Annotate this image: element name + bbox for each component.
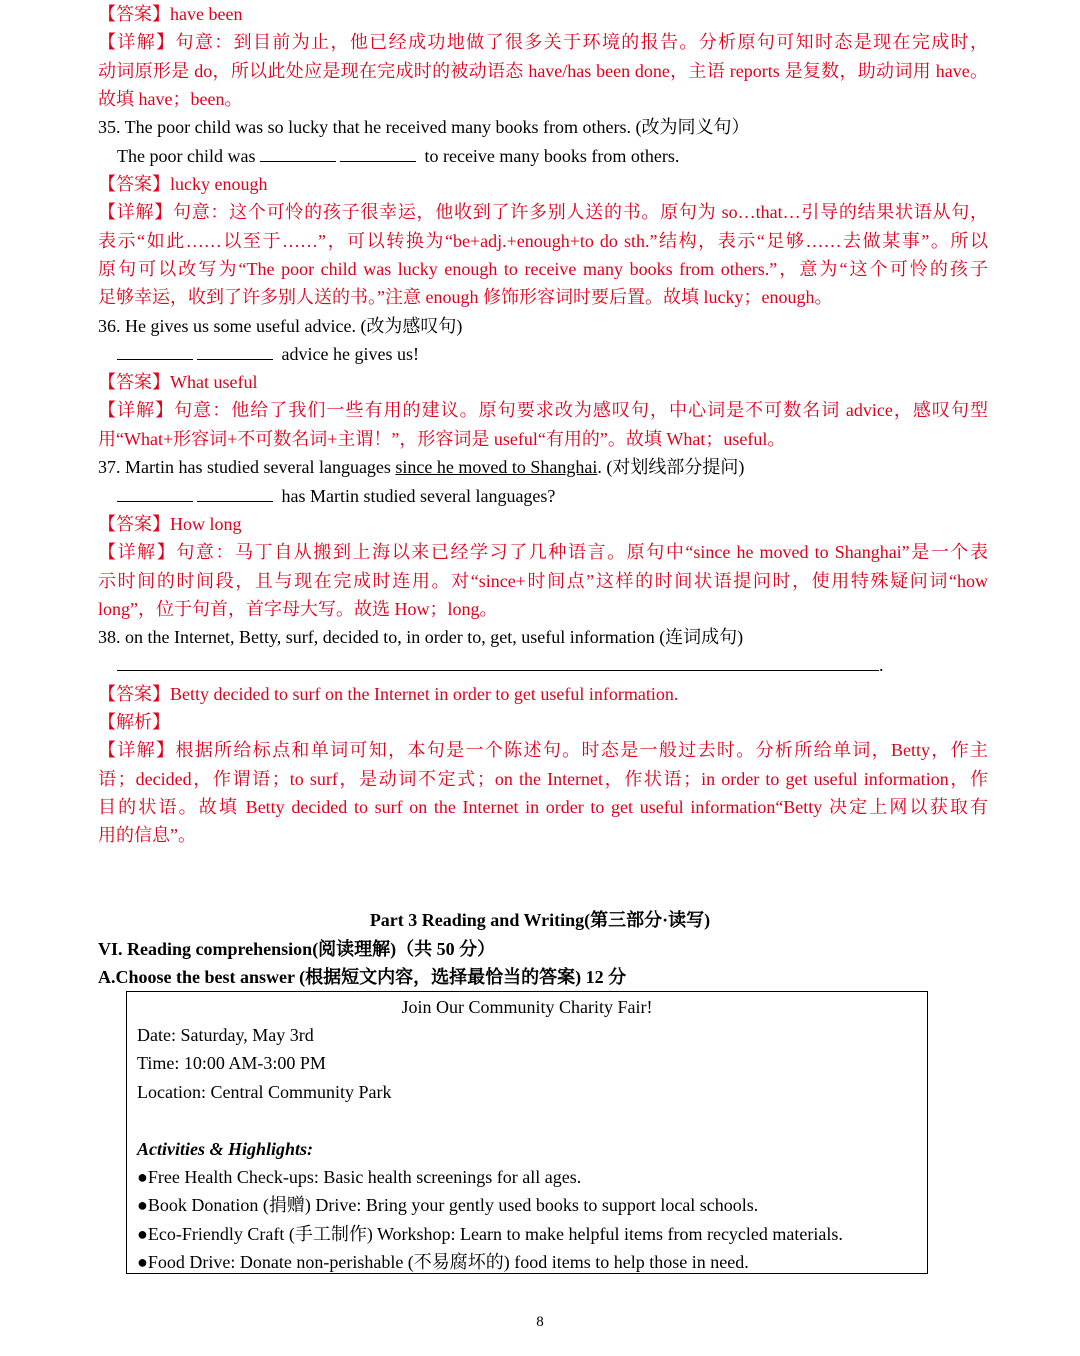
answer-blank[interactable]: [197, 483, 273, 502]
q37-question-end: . (对划线部分提问): [597, 457, 745, 477]
q34-detail-line: 【详解】句意：到目前为止，他已经成功地做了很多关于环境的报告。分析原句可知时态是现在完成时，: [98, 32, 988, 52]
notice-date: Date: Saturday, May 3rd: [137, 1025, 314, 1045]
q36-detail-line: 【详解】句意：他给了我们一些有用的建议。原句要求改为感叹句，中心词是不可数名词 advice，感叹句型: [98, 400, 988, 420]
q35-prompt-start: The poor child was: [117, 146, 256, 166]
q37-prompt-end: has Martin studied several languages?: [281, 486, 556, 506]
q36-answer: 【答案】What useful: [98, 372, 258, 392]
q38-detail-line: 语；decided，作谓语；to surf，是动词不定式；on the Internet，作状语；in order to get useful information，作: [98, 769, 988, 789]
section-a-heading: A.Choose the best answer (根据短文内容，选择最恰当的答案) 12 分: [98, 967, 627, 987]
q34-answer: 【答案】have been: [98, 4, 243, 24]
activity-item: ●Book Donation (捐赠) Drive: Bring your gently used books to support local schools.: [137, 1195, 759, 1215]
q38-answer-line: [117, 651, 1007, 679]
q35-detail-line: 表示“如此……以至于……”，可以转换为“be+adj.+enough+to do sth.”结构，表示“足够……去做某事”。所以: [98, 231, 988, 251]
q37-underlined-part: since he moved to Shanghai: [395, 457, 598, 477]
q38-detail-line: 目的状语。故填 Betty decided to surf on the Internet in order to get useful information“Betty 决定上网以获取有: [98, 797, 988, 817]
q35-detail-line: 【详解】句意：这个可怜的孩子很幸运，他收到了许多别人送的书。原句为 so…that…引导的结果状语从句，: [98, 202, 988, 222]
q37-question-start: 37. Martin has studied several languages: [98, 457, 396, 477]
q37-question: [98, 453, 988, 481]
activity-item: ●Food Drive: Donate non-perishable (不易腐坏的) food items to help those in need.: [137, 1252, 749, 1272]
q38-detail-line: 用的信息”。: [98, 825, 196, 845]
q35-question: 35. The poor child was so lucky that he received many books from others. (改为同义句）: [98, 117, 750, 137]
notice-time: Time: 10:00 AM-3:00 PM: [137, 1053, 326, 1073]
q38-detail-line: 【详解】根据所给标点和单词可知，本句是一个陈述句。时态是一般过去时。分析所给单词，Betty，作主: [98, 740, 988, 760]
answer-blank[interactable]: [197, 341, 273, 360]
q37-prompt: [117, 482, 1007, 510]
answer-blank[interactable]: [340, 143, 416, 162]
answer-blank[interactable]: [260, 143, 336, 162]
q38-blank-end: .: [879, 655, 884, 675]
q35-prompt-end: to receive many books from others.: [424, 146, 680, 166]
q38-answer: 【答案】Betty decided to surf on the Internet in order to get useful information.: [98, 684, 679, 704]
q37-answer: 【答案】How long: [98, 514, 242, 534]
answer-blank[interactable]: [117, 341, 193, 360]
activities-heading: Activities & Highlights:: [137, 1139, 314, 1159]
part3-title: Part 3 Reading and Writing(第三部分·读写): [369, 910, 711, 930]
q35-detail-line: 原句可以改写为“The poor child was lucky enough to receive many books from others.”，意为“这个可怜的孩子: [98, 259, 988, 279]
q38-question: 38. on the Internet, Betty, surf, decided to, in order to, get, useful information (连词成句): [98, 627, 744, 647]
q37-detail-line: 示时间的时间段，且与现在完成时连用。对“since+时间点”这样的时间状语提问时，使用特殊疑问词“how: [98, 571, 988, 591]
answer-blank[interactable]: [117, 652, 879, 671]
q37-detail-line: 【详解】句意：马丁自从搬到上海以来已经学习了几种语言。原句中“since he moved to Shanghai”是一个表: [98, 542, 988, 562]
q34-detail-line: 故填 have；been。: [98, 89, 243, 109]
q38-analysis-label: 【解析】: [98, 712, 170, 732]
answer-blank[interactable]: [117, 483, 193, 502]
q36-prompt-end: advice he gives us!: [281, 344, 419, 364]
q35-detail-line: 足够幸运，收到了许多别人送的书。”注意 enough 修饰形容词时要后置。故填 lucky；enough。: [98, 287, 833, 307]
q34-detail-line: 动词原形是 do，所以此处应是现在完成时的被动语态 have/has been done，主语 reports 是复数，助动词用 have。: [98, 61, 988, 81]
q36-question: 36. He gives us some useful advice. (改为感叹句): [98, 316, 463, 336]
notice-location: Location: Central Community Park: [137, 1082, 392, 1102]
page-number: 8: [536, 1314, 544, 1330]
q35-prompt: [117, 142, 1007, 170]
q35-answer: 【答案】lucky enough: [98, 174, 268, 194]
activity-item: ●Eco-Friendly Craft (手工制作) Workshop: Learn to make helpful items from recycled materials.: [137, 1224, 843, 1244]
q36-detail-line: 用“What+形容词+不可数名词+主谓！”，形容词是 useful“有用的”。故填 What；useful。: [98, 429, 786, 449]
section-vi-heading: VI. Reading comprehension(阅读理解)（共 50 分）: [98, 939, 496, 959]
activity-item: ●Free Health Check-ups: Basic health screenings for all ages.: [137, 1167, 582, 1187]
q37-detail-line: long”，位于句首，首字母大写。故选 How；long。: [98, 599, 498, 619]
q36-prompt: [117, 340, 1007, 368]
charity-fair-notice: [126, 991, 928, 1274]
notice-title: Join Our Community Charity Fair!: [401, 997, 653, 1017]
